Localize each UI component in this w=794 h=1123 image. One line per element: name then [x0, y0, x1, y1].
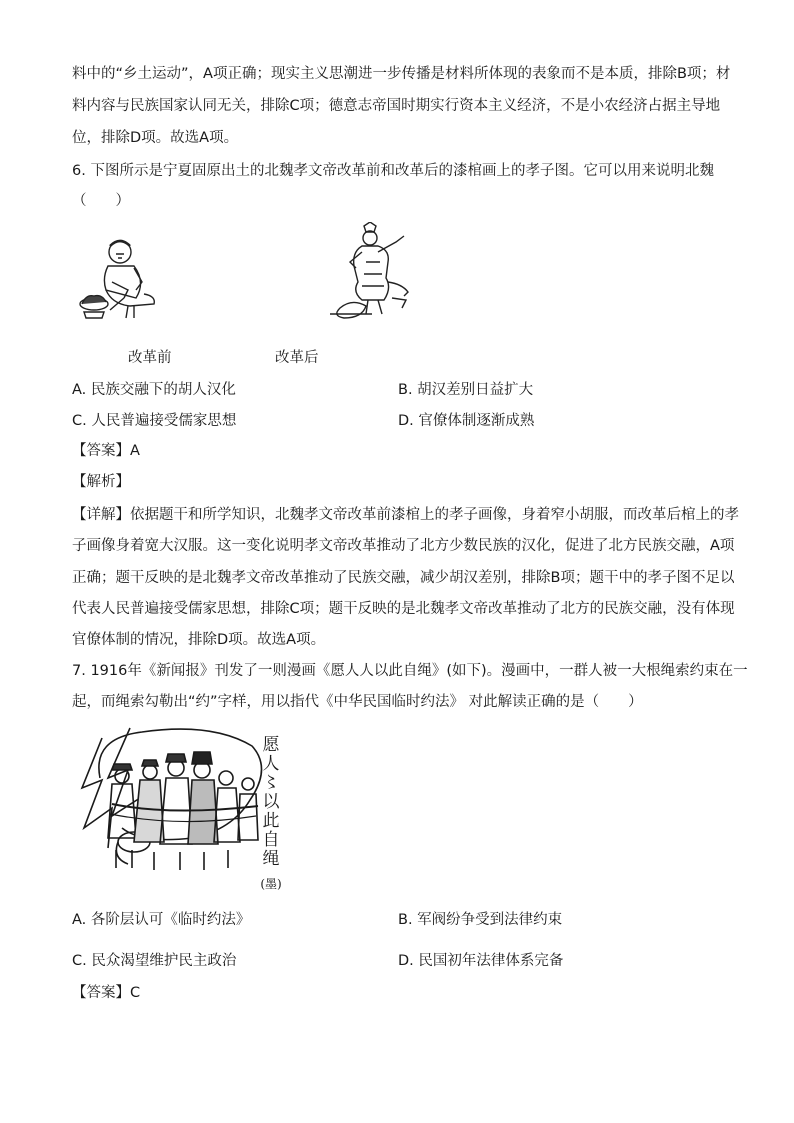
detail-line: 正确；题干反映的是北魏孝文帝改革推动了民族交融，减少胡汉差别，排除B项；题干中的孝子图不足以 [72, 570, 735, 586]
detail-line: 官僚体制的情况，排除D项。故选A项。 [72, 632, 326, 648]
text-line: 料内容与民族国家认同无关，排除C项；德意志帝国时期实行资本主义经济，不是小农经济占据主导地 [72, 98, 721, 114]
question-6-stem: 6. 下图所示是宁夏固原出土的北魏孝文帝改革前和改革后的漆棺画上的孝子图。它可以用来说明北魏 [72, 163, 714, 179]
cartoon-title-vertical: 愿 人 〻 以 此 自 绳 (墨) [260, 735, 282, 891]
detail-line: 子画像身着宽大汉服。这一变化说明孝文帝改革推动了北方少数民族的汉化，促进了北方民族交融，A项 [72, 538, 735, 554]
caption-after-reform: 改革后 [275, 350, 319, 366]
option-b: B. 军阀纷争受到法律约束 [398, 912, 563, 928]
answer-label: 【答案】A [72, 443, 140, 459]
option-b: B. 胡汉差别日益扩大 [398, 382, 534, 398]
option-d: D. 民国初年法律体系完备 [398, 953, 564, 969]
analysis-label: 【解析】 [72, 474, 130, 490]
answer-label: 【答案】C [72, 985, 141, 1001]
option-c: C. 人民普遍接受儒家思想 [72, 413, 237, 429]
option-a: A. 各阶层认可《临时约法》 [72, 912, 251, 928]
option-a: A. 民族交融下的胡人汉化 [72, 382, 236, 398]
text-line: 位，排除D项。故选A项。 [72, 130, 239, 146]
cartoon-illustration [72, 718, 282, 890]
detail-line: 代表人民普遍接受儒家思想，排除C项；题干反映的是北魏孝文帝改革推动了北方的民族交融，没有体现 [72, 601, 735, 617]
option-c: C. 民众渴望维护民主政治 [72, 953, 237, 969]
text-line: 料中的“乡土运动”，A项正确；现实主义思潮进一步传播是材料所体现的表象而不是本质，排除B项；材 [72, 66, 731, 82]
figure-after-reform [322, 222, 422, 322]
option-d: D. 官僚体制逐渐成熟 [398, 413, 535, 429]
question-6-stem-blank: （ ） [72, 193, 130, 209]
figure-before-reform [72, 238, 167, 323]
detail-line: 【详解】依据题干和所学知识，北魏孝文帝改革前漆棺上的孝子画像，身着窄小胡服，而改革后棺上的孝 [72, 507, 739, 523]
question-7-stem: 起，而绳索勾勒出“约”字样，用以指代《中华民国临时约法》 对此解读正确的是（ ） [72, 694, 643, 710]
caption-before-reform: 改革前 [128, 350, 172, 366]
question-7-stem: 7. 1916年《新闻报》刊发了一则漫画《愿人人以此自绳》(如下)。漫画中，一群人被一大根绳索约束在一 [72, 663, 748, 679]
